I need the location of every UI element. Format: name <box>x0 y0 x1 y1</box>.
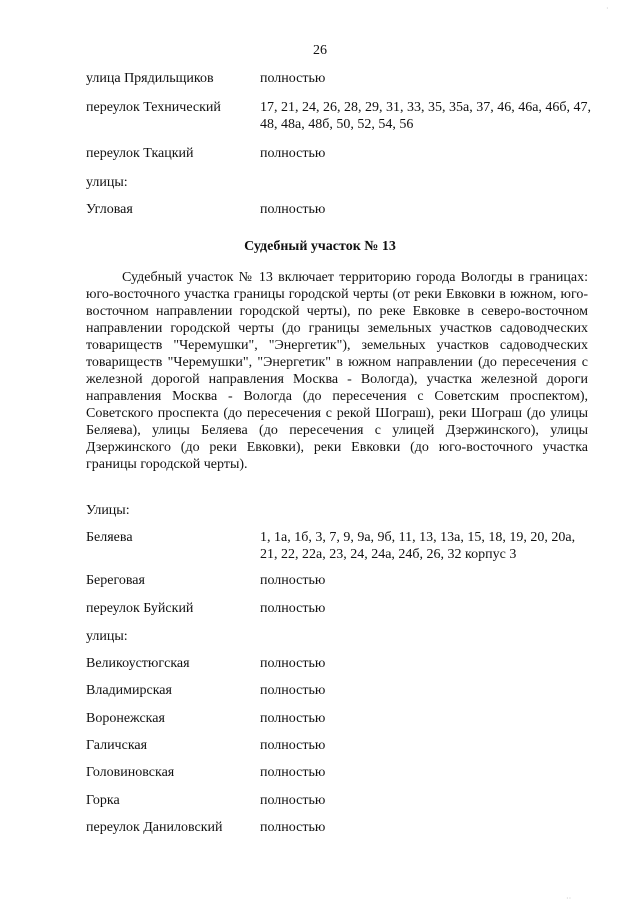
house-range: полностью <box>260 765 326 780</box>
house-range: 17, 21, 24, 26, 28, 29, 31, 33, 35, 35а, 37, 46, 46а, 46б, 47, 48, 48а, 48б, 50, 52, 54, 56 <box>260 100 592 132</box>
house-range: полностью <box>260 683 326 698</box>
page-number: 26 <box>313 43 327 58</box>
street-name: переулок Даниловский <box>86 820 223 835</box>
house-range: полностью <box>260 820 326 835</box>
street-name: переулок Технический <box>86 100 221 115</box>
street-name: улица Прядильщиков <box>86 71 214 86</box>
scan-mark-top: · <box>606 4 609 13</box>
section-heading: Судебный участок № 13 <box>244 239 396 254</box>
streets-label: Улицы: <box>86 503 130 518</box>
document-page: 26 улица Прядильщиков полностью переулок Технический 17, 21, 24, 26, 28, 29, 31, 33, 35, 35а, 37, 46, 46а, 46б, 47, 48, 48а, 48б, 50, 52, 54, 56 переулок Ткацкий полностью улицы: Угловая полностью Судебный участок № 13 Судебный участок № 13 включает территорию города Вологды в границах: юго-восточного участка границы городской черты (от реки Евковки в южном, юго-восточном направлении городской черты), по реке Евковке в северо-восточном направлении городской черты (до границы земельных участков садоводческих товариществ "Черемушки", "Энергетик"), земельных участков садоводческих товариществ "Черемушки", "Энергетик" в южном направлении (до пересечения с железной дорогой направления Москва - Вологда), участка железной дороги направления Москва - Вологда (до пересечения с Советским проспектом), Советского проспекта (до пересечения с рекой Шограш), реки Шограш (до улицы Беляева), улицы Беляева (до пересечения с улицей Дзержинского), улицы Дзержинского (до реки Евковки), реки Евковки (до юго-восточного участка границы городской черты). Улицы: Беляева 1, 1а, 1б, 3, 7, 9, 9а, 9б, 11, 13, 13а, 15, 18, 19, 20, 20а, 21, 22, 22а, 23, 24, 24а, 24б, 26, 32 корпус 3 Береговая полностью переулок Буйский полностью улицы: Великоустюгская полностью Владимирская полностью Воронежская полностью Галичская полностью Головиновская полностью Горка полностью переулок Даниловский полностью · ·· <box>0 0 640 905</box>
house-range: полностью <box>260 146 326 161</box>
street-name: переулок Буйский <box>86 601 194 616</box>
house-range: полностью <box>260 793 326 808</box>
house-range: полностью <box>260 573 326 588</box>
street-name: переулок Ткацкий <box>86 146 194 161</box>
street-name: Владимирская <box>86 683 172 698</box>
street-name: Великоустюгская <box>86 656 190 671</box>
house-range: полностью <box>260 601 326 616</box>
street-name: Горка <box>86 793 120 808</box>
section-description: Судебный участок № 13 включает территорию города Вологды в границах: юго-восточного участка границы городской черты (от реки Евковки в южном, юго-восточном направлении городской черты), по реке Евковке в северо-восточном направлении городской черты (до границы земельных участков садоводческих товариществ "Черемушки", "Энергетик"), земельных участков садоводческих товариществ "Черемушки", "Энергетик" в южном направлении (до пересечения с железной дорогой направления Москва - Вологда), участка железной дороги направления Москва - Вологда (до пересечения с Советским проспектом), Советского проспекта (до пересечения с рекой Шограш), реки Шограш (до улицы Беляева), улицы Беляева (до пересечения с улицей Дзержинского), улицы Дзержинского (до реки Евковки), реки Евковки (до юго-восточного участка границы городской черты). <box>86 270 588 472</box>
house-range: полностью <box>260 711 326 726</box>
house-range: полностью <box>260 71 326 86</box>
house-range: полностью <box>260 656 326 671</box>
street-name: Галичская <box>86 738 148 753</box>
house-range: полностью <box>260 202 326 217</box>
street-name: Воронежская <box>86 711 165 726</box>
street-name: Береговая <box>86 573 145 588</box>
house-range: полностью <box>260 738 326 753</box>
street-name: Угловая <box>86 202 133 217</box>
house-range: 1, 1а, 1б, 3, 7, 9, 9а, 9б, 11, 13, 13а, 15, 18, 19, 20, 20а, 21, 22, 22а, 23, 24, 24а, 24б, 26, 32 корпус 3 <box>260 530 576 562</box>
scan-mark-bottom: ·· <box>566 894 572 903</box>
street-name: Беляева <box>86 530 133 545</box>
street-name: Головиновская <box>86 765 175 780</box>
